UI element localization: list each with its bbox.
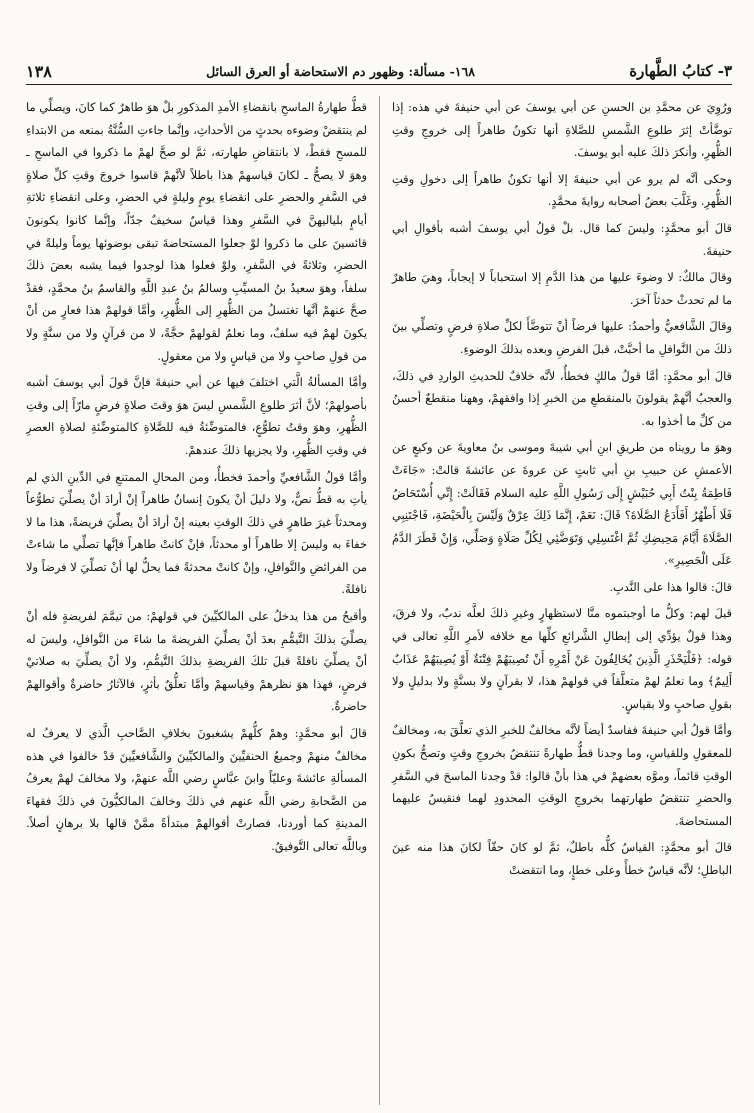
book-title: ٣- كتابُ الطَّهارة	[629, 62, 732, 80]
paragraph: قالَ أبو محمَّدٍ: القياسُ كلُّه باطلٌ، ثمَّ لو كانَ حقّاً لكانَ هذا منه عينَ الباطلِ؛ لأنَّه قياسٌ خطأً وعلى خطإٍ، وما انتقضتْ	[392, 840, 732, 877]
paragraph: ورُوِيَ عن محمَّدِ بن الحسنِ عن أبي يوسفَ عن أبي حنيفةَ في هذه: إذا توضَّأتْ إثرَ طلوعِ الشَّمسِ للصَّلاةِ أنها تكونُ طاهراً إلى خروجِ وقتِ الظُّهرِ، وأنكرَ ذلكَ عليه أبو يوسفَ.	[392, 100, 732, 160]
paragraph: قالَ أبو محمَّدٍ: وليسَ كما قال. بلْ قولُ أبي يوسفَ أشبه بأقوالِ أبي حنيفةَ.	[392, 220, 732, 258]
paragraph: قالَ أبو محمَّدٍ: وهمْ كلُّهمْ يشغبونَ بخلافِ الصَّاحبِ الَّذي لا يعرفُ له مخالفٌ منهمْ وجميعُ الحنفيِّينَ والمالكيِّينَ والشَّافعيِّينَ قدْ خالفوا في هذه المسألةِ عائشةَ وعليّاً وابنَ عبَّاسٍ رضي اللَّه عنهمْ، ولا مخالفَ لهمْ يعرفُ من الصَّحابةِ رضي اللَّه عنهم في ذلكَ وخالفَ المالكيُّونَ في ذلكَ فقهاءَ المدينةِ كما أوردنا، فصارتْ أقوالهمْ مبتدأةً ممَّنْ قالها بلا برهانٍ أصلاً. وباللَّه تعالى التَّوفيقُ.	[26, 726, 367, 853]
paragraph: وقالَ مالكٌ: لا وضوءَ عليها من هذا الدَّمِ إلا استحباباً لا إيجاباً، وهيَ طاهرٌ ما لم تحدثْ حدثاً آخرَ.	[392, 270, 732, 307]
left-column	[26, 96, 379, 1105]
text-columns	[26, 96, 732, 1105]
paragraph: قالَ: قالوا هذا على النَّدبِ.	[609, 579, 732, 594]
paragraph: وأقبحُ من هذا يدخلُ على المالكيِّينَ في قولهمْ: من تيمَّمَ لفريضةٍ فله أنْ يصلِّيَ بذلكَ التَّيمُّمِ بعدَ أنْ يصلِّيَ الفريضةَ ما شاءَ من النَّوافلِ، وليسَ له أنْ يصلِّيَ نافلةً قبلَ تلكَ الفريضةِ بذلكَ التَّيمُّمِ، ولا أنْ يصلِّيَ به صلاتيْ فرضٍ، فهذا هوَ نظرهمْ وقياسهمْ وأمَّا تعلُّقٌ بأثرٍ، فالآثارُ حاضرةٌ وأقوالهمْ حاضرةٌ.	[26, 609, 367, 714]
page-number: ١٣٨	[26, 61, 52, 81]
right-column	[379, 96, 732, 1105]
page-header	[26, 58, 732, 85]
issue-title: ١٦٨- مسألة: وظهور دم الاستحاضة أو العرق السائل	[206, 63, 475, 79]
paragraph: وأمَّا قولُ الشَّافعيِّ وأحمدَ فخطأٌ، ومن المحالِ الممتنعِ في الدِّينِ الذي لم يأتِ به قطُّ نصٌّ، ولا دليلَ أنْ يكونَ إنسانٌ طاهراً إنْ أرادَ أنْ يصلِّيَ تطوُّعاً ومحدثاً غيرَ طاهرٍ في ذلكَ الوقتِ بعينه إنْ أرادَ أنْ يصلِّيَ فريضةً، هذا ما لا خفاءَ به وليسَ إلا طاهراً أو محدثاً، فإنْ كانتْ طاهراً فإنَّها تصلِّي ما شاءتْ من الفرائضِ والنَّوافلِ، وإنْ كانتْ محدثةً فما يحلُّ لها أنْ تصلِّيَ لا فرضاً ولا نافلةً.	[26, 469, 367, 597]
paragraph: قيلَ لهم: وكلُّ ما أوجبتموه منَّا لاستظهارٍ وغيرِ ذلكَ لعلَّه ندبٌ، ولا فرقَ، وهذا قولٌ يؤدِّي إلى إبطالِ الشَّرائعِ كلِّها مع خلافه لأمرِ اللَّهِ تعالى في قوله: ﴿فَلْيَحْذَرِ الَّذِينَ يُخَالِفُونَ عَنْ أَمْرِهِ أَنْ تُصِيبَهُمْ فِتْنَةٌ أَوْ يُصِيبَهُمْ عَذَابٌ أَلِيمٌ﴾ وما نعلمُ لهمْ متعلَّقاً في قولهمْ هذا، لا بقرآنٍ ولا بسنَّةٍ ولا بدليلٍ ولا بقولِ صاحبٍ ولا بقياسٍ.	[392, 606, 732, 711]
paragraph: قالَ أبو محمَّدٍ: أمَّا قولُ مالكٍ فخطأٌ، لأنَّه خلافٌ للحديثِ الواردِ في ذلكَ، والعجبُ أنَّهمْ يقولونَ بالمنقطعِ من الخبرِ إذا وافقهمْ، وههنا منقطعٌ أحسنُ من كلِّ ما أخذوا به.	[392, 368, 732, 428]
paragraph: وقالَ الشَّافعيُّ وأحمدُ: عليها فرضاً أنْ تتوضَّأَ لكلِّ صلاةِ فرضٍ وتصلِّي بينَ ذلكَ من النَّوافلِ ما أحبَّتْ، قبلَ الفرضِ وبعده بذلكَ الوضوءِ.	[392, 319, 732, 356]
paragraph: وأمَّا المسألةُ الَّتي اختلفَ فيها عن أبي حنيفةَ فإنَّ قولَ أبي يوسفَ أشبه بأصولهمْ؛ لأنَّ أثرَ طلوعِ الشَّمسِ ليسَ هوَ وقتَ صلاةٍ فرضٍ مارّاً إلى وقتِ الظُّهرِ، وهوَ وقتُ تطوُّعٍ، فالمتوضِّئةُ فيه للصَّلاةِ كالمتوضِّئةِ لصلاةِ العصرِ في وقتِ الظُّهرِ، ولا يجزيها ذلكَ عندهمْ.	[26, 375, 367, 457]
paragraph: وهوَ ما رويناه من طريقِ ابنِ أبي شيبةَ وموسى بنُ معاويةَ عن وكيعٍ عن الأعمشِ عن حبيبِ بنِ أبي ثابتٍ عن عروةَ عن عائشةَ قالتْ: «جَاءَتْ فَاطِمَةُ بِنْتُ أَبِي حُبَيْشٍ إِلَى رَسُولِ اللَّهِ عليه السلام فَقَالَتْ: إِنِّي أُسْتَحَاضُ فَلَا أَطْهُرُ أَفَأَدَعُ الصَّلَاةَ؟ قَالَ: نَعَمْ، إِنَّمَا ذَلِكَ عِرْقٌ وَلَيْسَ بِالْحَيْضَةِ، فَاجْتَنِبِي الصَّلَاةَ أَيَّامَ مَحِيضِكِ ثُمَّ اغْتَسِلِي وَتَوَضَّئِي لِكُلِّ صَلَاةٍ وَصَلِّي، وَإِنْ قَطَرَ الدَّمُ عَلَى الْحَصِيرِ».	[392, 440, 732, 568]
paragraph: وحكى أنَّه لم يرو عن أبي حنيفةَ إلا أنها تكونُ طاهراً إلى دخولِ وقتِ الظُّهرِ. وغَلَّبَ بعضُ أصحابه روايةَ محمَّدٍ.	[392, 171, 732, 209]
paragraph: وأمَّا قولُ أبي حنيفةَ ففاسدٌ أيضاً لأنَّه مخالفٌ للخبرِ الذي تعلَّقَ به، ومخالفٌ للمعقولِ وللقياسِ، وما وجدنا قطُّ طهارةً تنتقضُ بخروجِ وقتٍ وتصحُّ بكونِ الوقتِ قائماً، وموَّه بعضهمْ في هذا بأنْ قالوا: قدْ وجدنا الماسحَ في السَّفرِ والحضرِ تنتقضُ طهارتهما بخروجِ الوقتِ المحدودِ لهما فنقيسُ عليهما المستحاضةَ.	[392, 723, 732, 828]
paragraph: قطُّ طهارةُ الماسحِ بانقضاءِ الأمدِ المذكورِ بلْ هوَ طاهرٌ كما كانَ، ويصلِّي ما لم ينتقضْ وضوءه بحدثٍ من الأحداثِ، وإنَّما جاءتِ السُّنَّةُ بمنعه من الابتداءِ للمسحِ فقطْ، لا بانتقاضِ طهارته، ثمَّ لو صحَّ لهمْ ما ذكروا في الماسحِ ـ وهوَ لا يصحُّ ـ لكانَ قياسهمْ هذا باطلاً لأنَّهمْ قاسوا خروجَ وقتِ كلِّ صلاةٍ في السَّفرِ والحضرِ على انقضاءِ يومٍ وليلةٍ في الحضرِ، وعلى انقضاءِ ثلاثةِ أيامٍ بلياليهنَّ في السَّفرِ وهذا قياسٌ سخيفٌ جدّاً، وإنَّما كانوا يكونونَ قائسينَ على ما ذكروا لوْ جعلوا المستحاضةَ تبقى بوضوئها يوماً وليلةً في الحضرِ، وثلاثةً في السَّفرِ، ولوْ فعلوا هذا لوجدوا فيما يشبه بعضَ ذلكَ سلفاً، وهوَ سعيدُ بنُ المسيِّبِ وسالمُ بنُ عبدِ اللَّهِ والقاسمُ بنُ محمَّدٍ، فقدْ صحَّ عنهمْ أنَّها تغتسلُ من الظُّهرِ إلى الظُّهرِ، وأمَّا قولهمْ هذا فعارٍ من أنْ يكونَ لهمْ فيه سلفٌ، وما نعلمُ لقولهمْ حجَّةً، لا من قرآنٍ ولا من سنَّةٍ ولا من قولِ صاحبٍ ولا من قياسٍ ولا من معقولٍ.	[26, 100, 367, 363]
